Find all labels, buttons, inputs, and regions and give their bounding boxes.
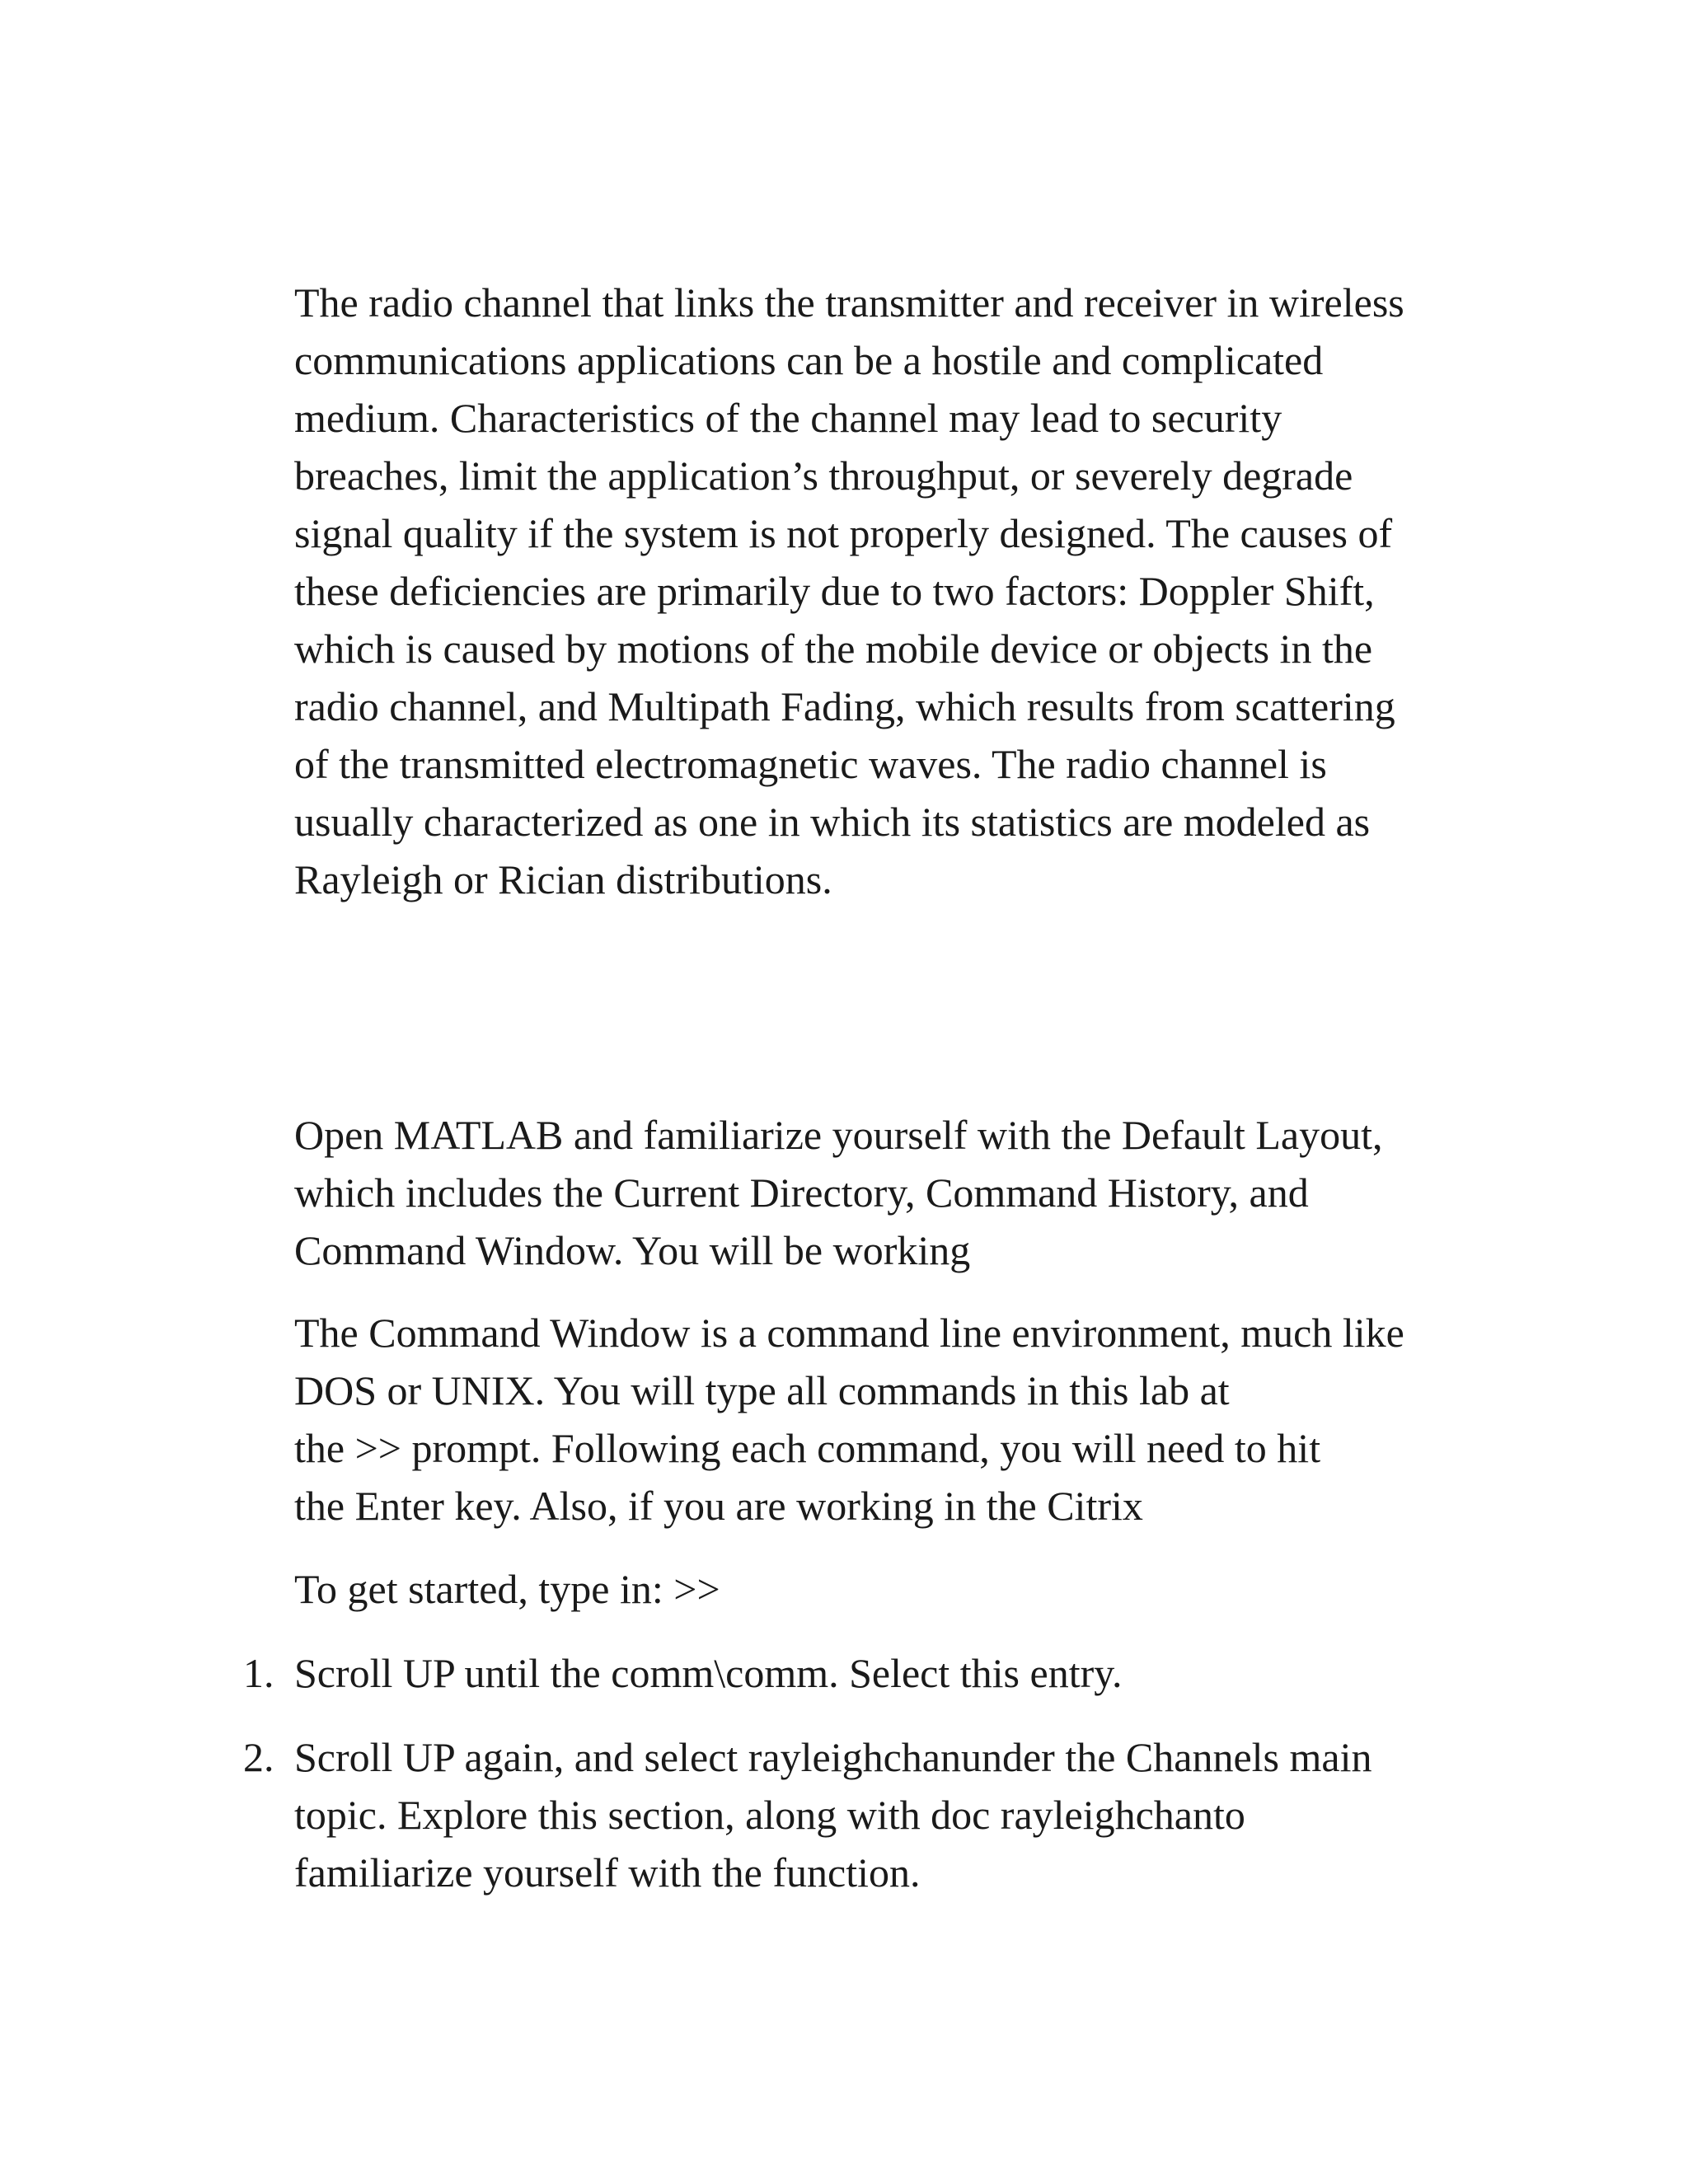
command-window-paragraph — [294, 1304, 1404, 1535]
get-started-paragraph — [294, 1560, 720, 1618]
list-number: 2. — [243, 1734, 274, 1780]
list-item-text — [294, 1644, 1123, 1702]
paragraph-line: of the transmitted electromagnetic waves. The radio channel is — [294, 741, 1327, 787]
list-number: 1. — [243, 1650, 274, 1696]
paragraph-line: The Command Window is a command line environment, much like — [294, 1310, 1404, 1356]
paragraph-line: which is caused by motions of the mobile device or objects in the — [294, 626, 1373, 672]
list-line: Scroll UP until the comm\comm. Select this entry. — [294, 1650, 1123, 1696]
paragraph-line: The radio channel that links the transmitter and receiver in wireless — [294, 279, 1404, 326]
paragraph-line: DOS or UNIX. You will type all commands in this lab at — [294, 1367, 1230, 1413]
paragraph-line: the Enter key. Also, if you are working in the Citrix — [294, 1483, 1143, 1529]
paragraph-line: medium. Characteristics of the channel may lead to security — [294, 395, 1282, 441]
paragraph-line: signal quality if the system is not properly designed. The causes of — [294, 510, 1393, 556]
paragraph-line: Open MATLAB and familiarize yourself with the Default Layout, — [294, 1112, 1383, 1158]
paragraph-line: usually characterized as one in which its statistics are modeled as — [294, 799, 1371, 845]
matlab-paragraph — [294, 1106, 1382, 1279]
paragraph-line: To get started, type in: >> — [294, 1566, 720, 1612]
list-line: topic. Explore this section, along with doc rayleighchanto — [294, 1792, 1245, 1838]
list-line: Scroll UP again, and select rayleighchanunder the Channels main — [294, 1734, 1372, 1780]
paragraph-line: breaches, limit the application’s throughput, or severely degrade — [294, 452, 1353, 499]
list-item-text — [294, 1728, 1372, 1901]
paragraph-line: communications applications can be a hostile and complicated — [294, 337, 1324, 383]
paragraph-line: which includes the Current Directory, Command History, and — [294, 1169, 1309, 1216]
paragraph-line: these deficiencies are primarily due to two factors: Doppler Shift, — [294, 568, 1375, 614]
list-line: familiarize yourself with the function. — [294, 1849, 921, 1896]
intro-paragraph — [294, 274, 1404, 908]
paragraph-line: Rayleigh or Rician distributions. — [294, 856, 832, 902]
paragraph-line: radio channel, and Multipath Fading, which results from scattering — [294, 683, 1395, 729]
paragraph-line: Command Window. You will be working — [294, 1227, 971, 1273]
paragraph-line: the >> prompt. Following each command, you will need to hit — [294, 1425, 1321, 1471]
